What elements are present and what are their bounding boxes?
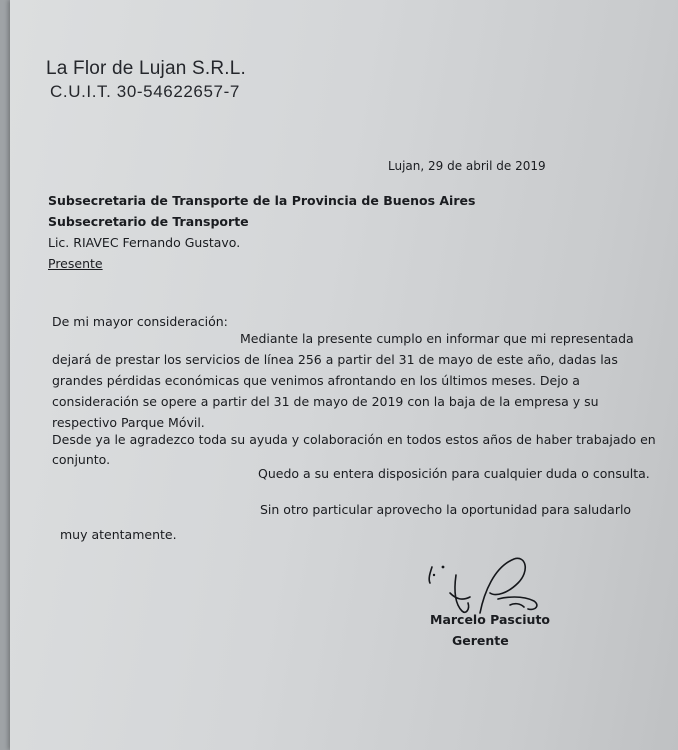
body-line: Sin otro particular aprovecho la oportunidad para saludarlo [260,502,632,517]
recipient-name: Lic. RIAVEC Fernando Gustavo. [48,235,241,250]
body-line: conjunto. [52,452,111,467]
body-line: Desde ya le agradezco toda su ayuda y colaboración en todos estos años de haber trabajado en [52,432,656,447]
body-line: consideración se opere a partir del 31 de mayo de 2019 con la baja de la empresa y su [52,394,599,409]
body-line: respectivo Parque Móvil. [52,415,205,430]
recipient-organization: Subsecretaria de Transporte de la Provincia de Buenos Aires [48,193,476,208]
date-line: Lujan, 29 de abril de 2019 [388,159,546,173]
closing: muy atentamente. [60,527,177,542]
salutation: De mi mayor consideración: [52,314,228,329]
company-cuit: C.U.I.T. 30-54622657-7 [50,82,240,101]
company-name: La Flor de Lujan S.R.L. [46,58,246,79]
body-line: Mediante la presente cumplo en informar que mi representada [240,331,634,346]
body-line: grandes pérdidas económicas que venimos afrontando en los últimos meses. Dejo a [52,373,580,388]
recipient-office: Subsecretario de Transporte [48,214,249,229]
letter-page [10,0,678,750]
recipient-presente: Presente [48,256,103,271]
signer-name: Marcelo Pasciuto [430,612,551,627]
body-line: dejará de prestar los servicios de línea 256 a partir del 31 de mayo de este año, dadas las [52,352,618,367]
signer-title: Gerente [452,633,509,648]
body-line: Quedo a su entera disposición para cualquier duda o consulta. [258,466,650,481]
